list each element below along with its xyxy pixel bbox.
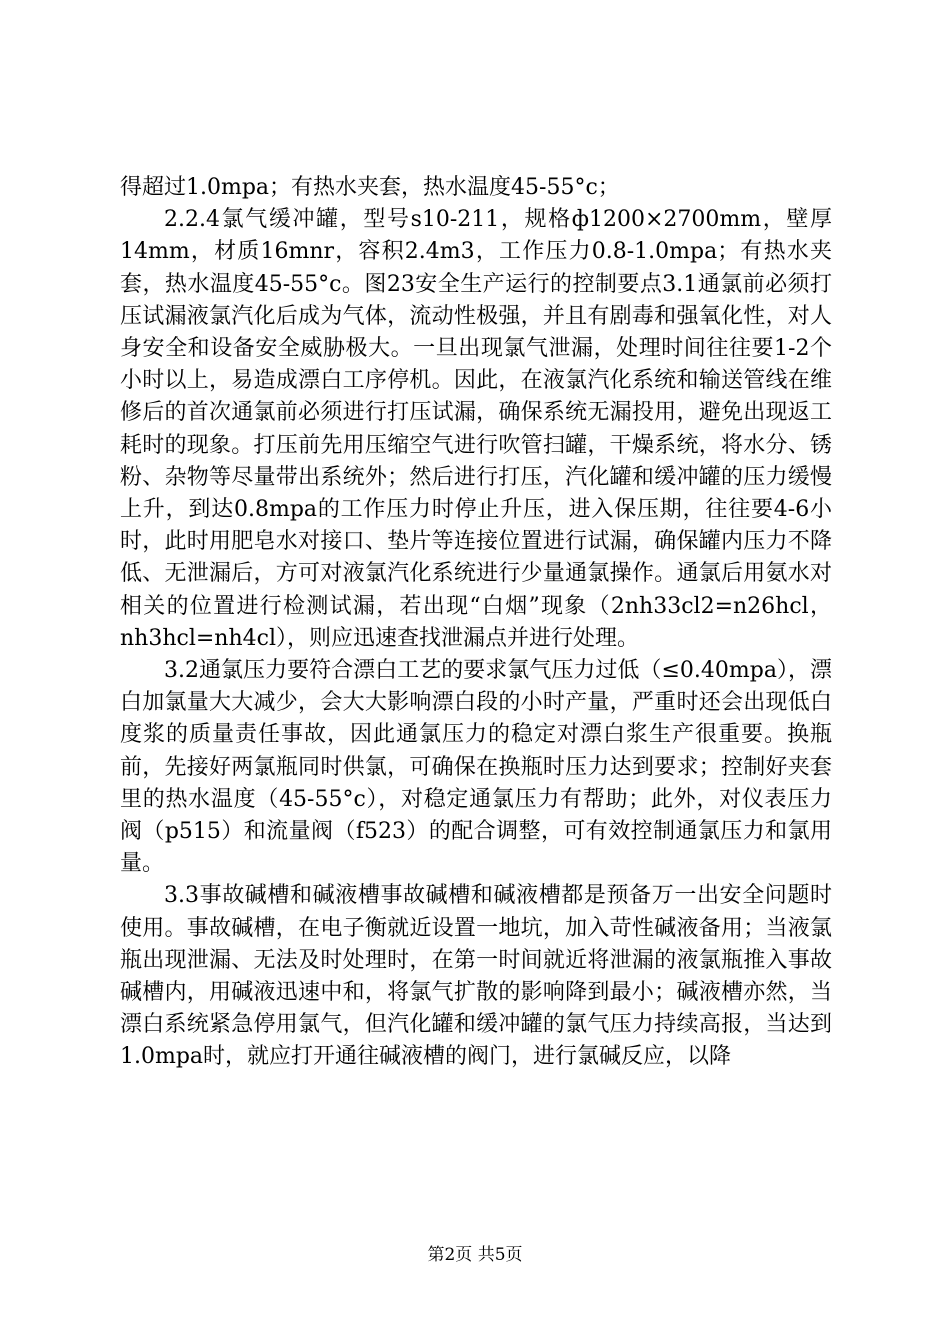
paragraph-1: 得超过1.0mpa；有热水夹套，热水温度45-55°c； bbox=[120, 175, 620, 200]
page-footer: 第2页 共5页 bbox=[427, 1245, 523, 1265]
document-body bbox=[120, 172, 832, 1074]
paragraph-2: 2.2.4氯气缓冲罐，型号s10-211，规格ф1200×2700mm，壁厚14mm，材质16mnr，容积2.4m3，工作压力0.8-1.0mpa；有热水夹套，热水温度45-55°c。图23安全生产运行的控制要点3.1通氯前必须打压试漏液氯汽化后成为气体，流动性极强，并且有剧毒和强氧化性，对人身安全和设备安全威胁极大。一旦出现氯气泄漏，处理时间往往要1-2个小时以上，易造成漂白工序停机。因此，在液氯汽化系统和输送管线在维修后的首次通氯前必须进行打压试漏，确保系统无漏投用，避免出现返工耗时的现象。打压前先用压缩空气进行吹管扫罐，干燥系统，将水分、锈粉、杂物等尽量带出系统外；然后进行打压，汽化罐和缓冲罐的压力缓慢上升，到达0.8mpa的工作压力时停止升压，进入保压期，往往要4-6小时，此时用肥皂水对接口、垫片等连接位置进行试漏，确保罐内压力不降低、无泄漏后，方可对液氯汽化系统进行少量通氯操作。通氯后用氨水对相关的位置进行检测试漏，若出现“白烟”现象（2nh33cl2=n26hcl，nh3hcl=nh4cl），则应迅速查找泄漏点并进行处理。 bbox=[120, 207, 832, 651]
paragraph-3: 3.2通氯压力要符合漂白工艺的要求氯气压力过低（≤0.40mpa），漂白加氯量大大减少，会大大影响漂白段的小时产量，严重时还会出现低白度浆的质量责任事故，因此通氯压力的稳定对漂白浆生产很重要。换瓶前，先接好两氯瓶同时供氯，可确保在换瓶时压力达到要求；控制好夹套里的热水温度（45-55°c），对稳定通氯压力有帮助；此外，对仪表压力阀（p515）和流量阀（f523）的配合调整，可有效控制通氯压力和氯用量。 bbox=[120, 658, 832, 877]
paragraph-4: 3.3事故碱槽和碱液槽事故碱槽和碱液槽都是预备万一出安全问题时使用。事故碱槽，在电子衡就近设置一地坑，加入苛性碱液备用；当液氯瓶出现泄漏、无法及时处理时，在第一时间就近将泄漏的液氯瓶推入事故碱槽内，用碱液迅速中和，将氯气扩散的影响降到最小；碱液槽亦然，当漂白系统紧急停用氯气，但汽化罐和缓冲罐的氯气压力持续高报，当达到1.0mpa时，就应打开通往碱液槽的阀门，进行氯碱反应，以降 bbox=[120, 883, 832, 1070]
